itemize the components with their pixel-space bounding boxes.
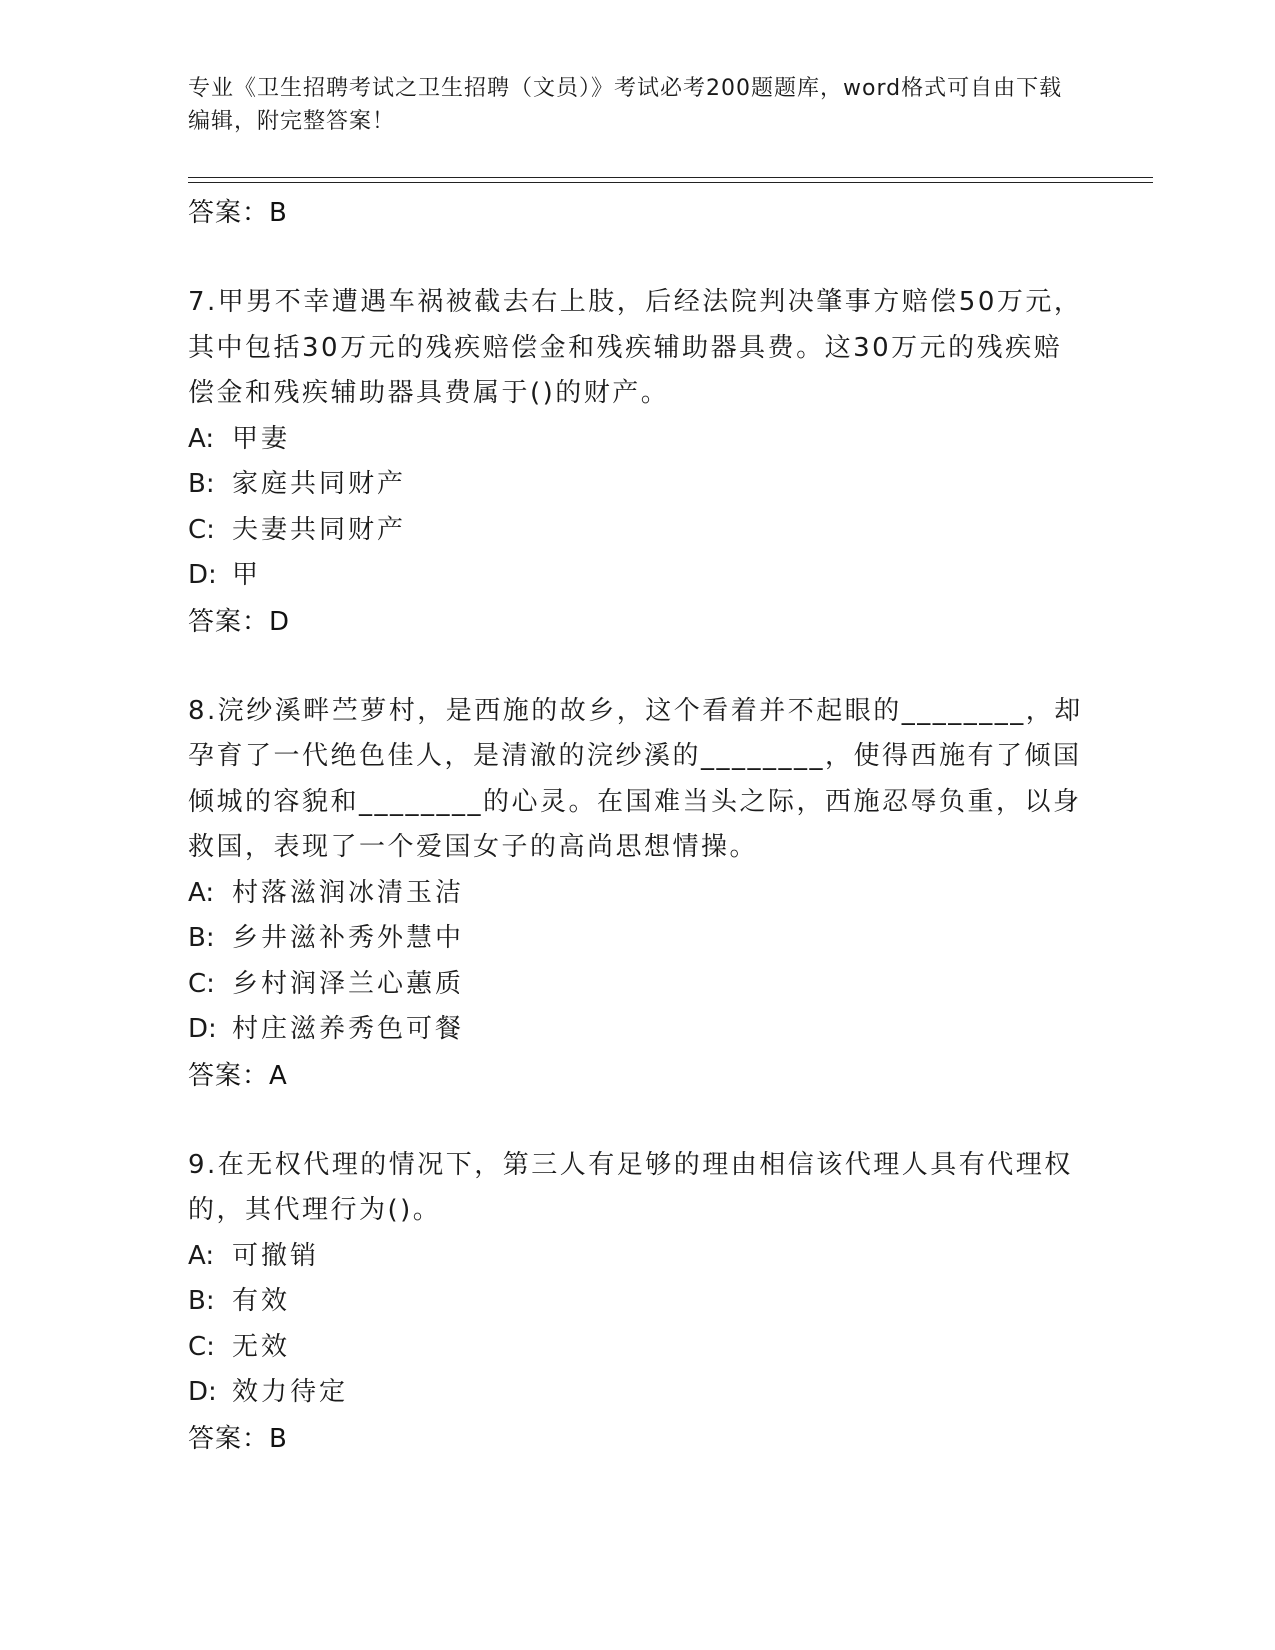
option-a	[188, 871, 1088, 917]
option-key: C:	[188, 1331, 215, 1362]
option-key: A:	[188, 877, 215, 908]
option-text: 村庄滋养秀色可餐	[232, 1014, 465, 1044]
option-text: 乡井滋补秀外慧中	[232, 923, 465, 953]
option-key: B:	[188, 1286, 215, 1316]
question-stem: 8.浣纱溪畔苎萝村，是西施的故乡，这个看着并不起眼的________，却孕育了一代绝色佳人，是清澈的浣纱溪的________，使得西施有了倾国倾城的容貌和________的心灵。在国难当头之际，西施忍辱负重，以身救国，表现了一个爱国女子的高尚思想情操。	[188, 695, 1083, 862]
option-d	[188, 553, 1088, 599]
option-key: A:	[188, 1240, 215, 1271]
spacer	[188, 645, 1088, 689]
option-key: D:	[188, 560, 217, 590]
question-answer: 答案：D	[188, 606, 291, 637]
previous-answer: 答案：B	[188, 198, 288, 228]
option-text: 家庭共同财产	[232, 469, 407, 499]
option-a	[188, 417, 1088, 463]
option-c	[188, 962, 1088, 1008]
option-text: 可撤销	[232, 1240, 320, 1271]
option-text: 夫妻共同财产	[232, 514, 407, 545]
option-key: D:	[188, 1014, 217, 1044]
option-key: C:	[188, 968, 215, 999]
option-key: B:	[188, 923, 215, 953]
option-c	[188, 508, 1088, 554]
question-8	[188, 689, 1088, 1099]
question-stem: 7.甲男不幸遭遇车祸被截去右上肢，后经法院判决肇事方赔偿50万元，其中包括30万元的残疾赔偿金和残疾辅助器具费。这30万元的残疾赔偿金和残疾辅助器具费属于()的财产。	[188, 287, 1083, 408]
option-text: 效力待定	[232, 1377, 349, 1407]
option-a	[188, 1234, 1088, 1280]
spacer	[188, 1099, 1088, 1143]
option-key: C:	[188, 514, 215, 545]
question-answer: 答案：A	[188, 1060, 288, 1091]
option-b	[188, 462, 1088, 508]
question-stem: 9.在无权代理的情况下，第三人有足够的理由相信该代理人具有代理权的，其代理行为()。	[188, 1149, 1073, 1225]
question-7	[188, 280, 1088, 645]
question-9	[188, 1143, 1088, 1462]
document-header	[188, 72, 1068, 138]
option-text: 村落滋润冰清玉洁	[232, 877, 465, 908]
header-divider-bottom	[188, 182, 1153, 183]
option-d	[188, 1370, 1088, 1416]
option-text: 无效	[232, 1331, 291, 1362]
option-text: 乡村润泽兰心蕙质	[232, 968, 465, 999]
option-key: B:	[188, 469, 215, 499]
option-key: A:	[188, 423, 215, 454]
header-divider-top	[188, 177, 1153, 178]
option-b	[188, 1279, 1088, 1325]
option-c	[188, 1325, 1088, 1371]
document-body	[188, 190, 1088, 1462]
option-b	[188, 916, 1088, 962]
question-answer: 答案：B	[188, 1423, 288, 1454]
spacer	[188, 236, 1088, 280]
option-text: 甲	[232, 560, 262, 590]
header-title: 专业《卫生招聘考试之卫生招聘（文员）》考试必考200题题库，word格式可自由下载编辑，附完整答案！	[188, 76, 1063, 134]
option-text: 甲妻	[232, 423, 291, 454]
option-text: 有效	[232, 1286, 291, 1316]
option-key: D:	[188, 1377, 217, 1407]
option-d	[188, 1007, 1088, 1053]
